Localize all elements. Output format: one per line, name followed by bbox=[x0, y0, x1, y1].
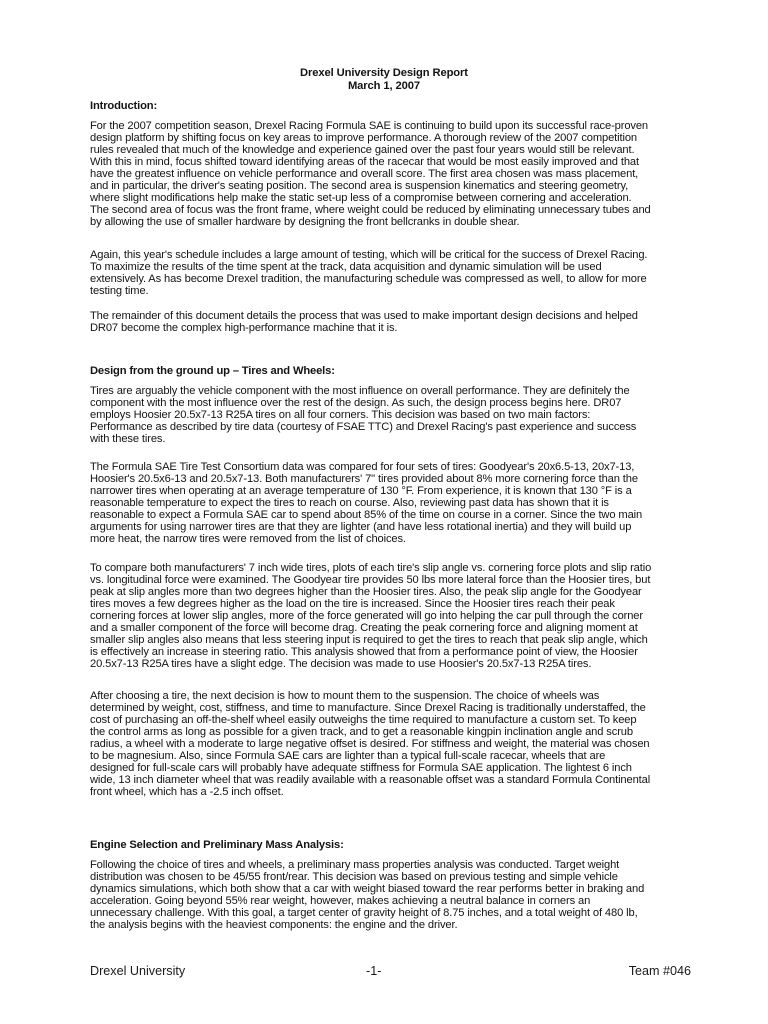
paragraph-line: DR07 become the complex high-performance machine that it is. bbox=[90, 321, 398, 334]
paragraph-line: peak at slip angles more than two degrees higher than the Hoosier tires. Also, the peak slip angle for the Goodyear bbox=[90, 585, 642, 598]
paragraph-line: narrower tires when operating at an average temperature of 130 °F. From experience, it is known that 130 °F is a bbox=[90, 484, 632, 497]
paragraph-line: For the 2007 competition season, Drexel Racing Formula SAE is continuing to build upon its successful race-proven bbox=[90, 120, 649, 132]
paragraph-line: vs. longitudinal force were examined. The Goodyear tire provides 50 lbs more lateral force than the Hoosier tires, but bbox=[90, 573, 651, 586]
paragraph-line: design platform by shifting focus on key areas to improve performance. A thorough review of the 2007 competition bbox=[90, 131, 637, 144]
paragraph-line: arguments for using narrower tires are that they are lighter (and have less rotational inertia) and they will build up bbox=[90, 520, 632, 533]
paragraph-line: rules revealed that much of the knowledge and experience gained over the past four years would still be relevant. bbox=[90, 143, 635, 156]
footer-university: Drexel University bbox=[90, 964, 186, 978]
paragraph-line: To maximize the results of the time spent at the track, data acquisition and dynamic simulation will be used bbox=[90, 260, 602, 273]
paragraph-line: to be magnesium. Also, since Formula SAE cars are lighter than a typical full-scale racecar, wheels that are bbox=[90, 749, 606, 762]
paragraph-line: Again, this year's schedule includes a large amount of testing, which will be critical for the success of Drexel Racing. bbox=[90, 249, 648, 261]
section-heading-engine-selection: Engine Selection and Preliminary Mass Analysis: bbox=[90, 839, 344, 851]
document-title bbox=[0, 67, 768, 93]
section-heading-tires-and-wheels: Design from the ground up – Tires and Wheels: bbox=[90, 365, 335, 377]
paragraph-line: cost of purchasing an off-the-shelf wheel easily outweighs the time required to manufacture a custom set. To keep bbox=[90, 713, 637, 726]
paragraph-line: unnecessary challenge. With this goal, a target center of gravity height of 8.75 inches, and a total weight of 480 lb, bbox=[90, 906, 638, 919]
paragraph bbox=[90, 860, 690, 932]
paragraph-line: The second area of focus was the front frame, where weight could be reduced by eliminating unnecessary tubes and bbox=[90, 203, 651, 216]
paragraph-line: Tires are arguably the vehicle component with the most influence on overall performance. They are definitely the bbox=[90, 385, 630, 397]
paragraph-line: component with the most influence over the rest of the design. As such, the design process begins here. DR07 bbox=[90, 396, 622, 409]
paragraph-line: distribution was chosen to be 45/55 front/rear. This decision was based on previous testing and simple vehicle bbox=[90, 870, 618, 883]
paragraph bbox=[90, 250, 690, 298]
paragraph-line: with these tires. bbox=[90, 432, 166, 445]
paragraph-line: After choosing a tire, the next decision is how to mount them to the suspension. The choice of wheels was bbox=[90, 690, 600, 702]
paragraph-line: The Formula SAE Tire Test Consortium data was compared for four sets of tires: Goodyear's 20x6.5-13, 20x7-13, bbox=[90, 461, 635, 473]
paragraph-line: wide, 13 inch diameter wheel that was readily available with a reasonable offset was a standard Formula Continental bbox=[90, 773, 651, 786]
paragraph bbox=[90, 386, 690, 446]
paragraph-line: Following the choice of tires and wheels, a preliminary mass properties analysis was conducted. Target weight bbox=[90, 859, 620, 871]
paragraph-line: employs Hoosier 20.5x7-13 R25A tires on all four corners. This decision was based on two main factors: bbox=[90, 408, 591, 421]
paragraph-line: smaller slip angles also means that less steering input is required to get the tires to reach that peak slip angle, which bbox=[90, 633, 648, 646]
paragraph-line: dynamics simulations, which both show that a car with weight biased toward the rear performs better in braking and bbox=[90, 882, 645, 895]
paragraph-line: designed for full-scale cars will probably have adequate stiffness for Formula SAE application. The lightest 6 inch bbox=[90, 761, 632, 774]
paragraph-line: Hoosier's 20.5x6-13 and 20.5x7-13. Both manufacturers' 7" tires provided about 8% more cornering force than the bbox=[90, 472, 638, 485]
paragraph-line: and a smaller component of the force will become drag. Creating the peak cornering force and aligning moment at bbox=[90, 621, 638, 634]
footer-page-number: -1- bbox=[366, 964, 382, 978]
report-title: Drexel University Design Report bbox=[300, 67, 468, 79]
paragraph bbox=[90, 563, 690, 671]
paragraph bbox=[90, 311, 690, 335]
paragraph-line: Performance as described by tire data (courtesy of FSAE TTC) and Drexel Racing's past experience and success bbox=[90, 420, 637, 433]
paragraph-line: more heat, the narrow tires were removed from the list of choices. bbox=[90, 532, 406, 545]
paragraph-line: tires moves a few degrees higher as the load on the tire is increased. Since the Hoosier tires reach their peak bbox=[90, 597, 615, 610]
paragraph-line: have the greatest influence on vehicle performance and overall score. The first area chosen was mass placement, bbox=[90, 167, 639, 180]
paragraph-line: and in particular, the driver's seating position. The second area is suspension kinematics and steering geometry, bbox=[90, 179, 629, 192]
paragraph-line: reasonable temperature to expect the tires to reach on course. Also, reviewing past data has shown that it is bbox=[90, 496, 609, 509]
paragraph-line: testing time. bbox=[90, 284, 149, 297]
paragraph-line: To compare both manufacturers' 7 inch wide tires, plots of each tire's slip angle vs. cornering force plots and slip ratio bbox=[90, 562, 652, 574]
report-date: March 1, 2007 bbox=[347, 80, 421, 92]
paragraph-line: front wheel, which has a -2.5 inch offset. bbox=[90, 785, 284, 798]
paragraph-line: the control arms as long as possible for a given track, and to get a reasonable kingpin inclination angle and scrub bbox=[90, 725, 633, 738]
paragraph-line: radius, a wheel with a moderate to large negative offset is desired. For stiffness and weight, the material was chosen bbox=[90, 737, 650, 750]
paragraph-line: determined by weight, cost, stiffness, and time to manufacture. Since Drexel Racing is traditionally understaffed, the bbox=[90, 701, 646, 714]
paragraph-line: the analysis begins with the heaviest components: the engine and the driver. bbox=[90, 918, 458, 931]
footer-team-number: Team #046 bbox=[628, 964, 691, 978]
paragraph-line: where slight modifications help make the static set-up less of a compromise between cornering and acceleration. bbox=[90, 191, 632, 204]
paragraph-line: acceleration. Going beyond 55% rear weight, however, makes achieving a neutral balance in corners an bbox=[90, 894, 591, 907]
section-heading-introduction: Introduction: bbox=[90, 100, 158, 112]
paragraph bbox=[90, 691, 690, 799]
paragraph-line: With this in mind, focus shifted toward identifying areas of the racecar that would be most easily improved and that bbox=[90, 155, 639, 168]
paragraph-line: is effectively an increase in steering ratio. This analysis showed that from a performance point of view, the Hoosier bbox=[90, 645, 638, 658]
paragraph bbox=[90, 462, 690, 546]
paragraph-line: by allowing the use of smaller hardware by designing the front bellcranks in double shear. bbox=[90, 215, 520, 228]
paragraph-line: 20.5x7-13 R25A tires have a slight edge. The decision was made to use Hoosier's 20.5x7-13 R25A tires. bbox=[90, 657, 592, 670]
paragraph-line: reasonable to expect a Formula SAE car to spend about 85% of the time on course in a corner. Since the two main bbox=[90, 508, 643, 521]
paragraph bbox=[90, 121, 690, 229]
paragraph-line: cornering forces at lower slip angles, more of the force generated will go into helping the car pull through the corner bbox=[90, 609, 643, 622]
paragraph-line: extensively. As has become Drexel tradition, the manufacturing schedule was compressed as well, to allow for more bbox=[90, 272, 647, 285]
paragraph-line: The remainder of this document details the process that was used to make important design decisions and helped bbox=[90, 310, 638, 322]
